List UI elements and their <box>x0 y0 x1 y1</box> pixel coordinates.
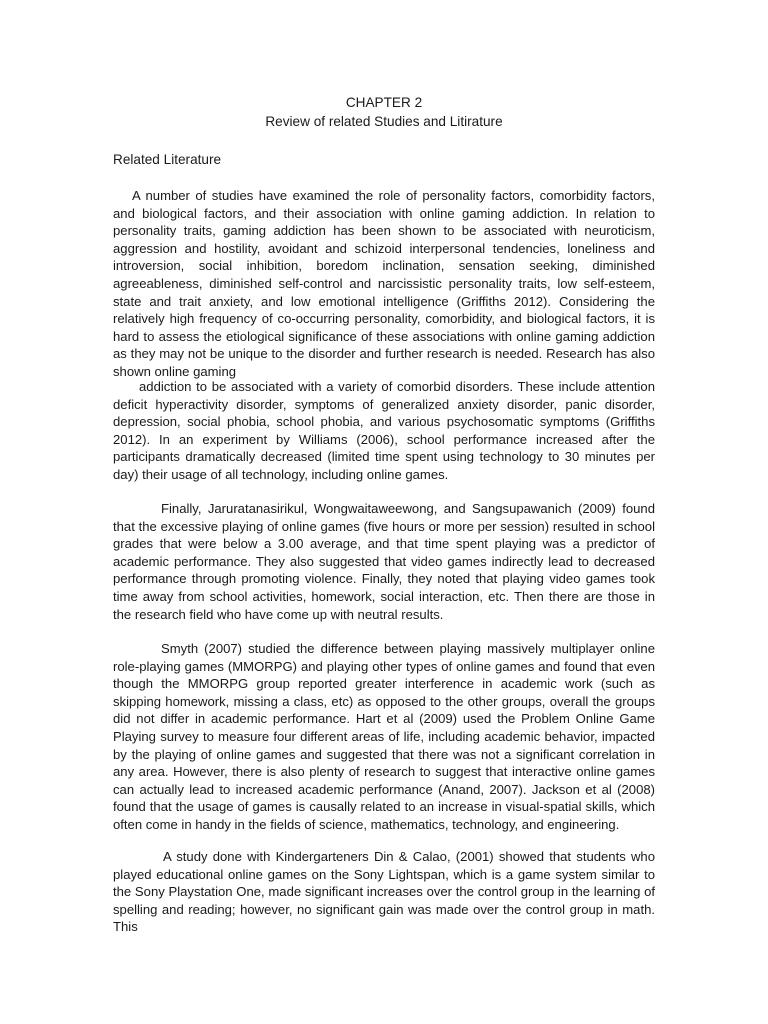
paragraph: addiction to be associated with a variety of comorbid disorders. These include attention deficit hyperactivity disorder, symptoms of generalized anxiety disorder, panic disorder, depression, social phobia, school phobia, and various psychosomatic symptoms (Griffiths 2012). In an experiment by Williams (2006), school performance increased after the participants dramatically decreased (limited time spent using technology to 30 minutes per day) their usage of all technology, including online games. <box>113 379 655 482</box>
paragraph: Finally, Jaruratanasirikul, Wongwaitaweewong, and Sangsupawanich (2009) found that the excessive playing of online games (five hours or more per session) resulted in school grades that were below a 3.00 average, and that time spent playing was a predictor of academic performance. They also suggested that video games indirectly lead to decreased performance through promoting violence. Finally, they noted that playing video games took time away from school activities, homework, social interaction, etc. Then there are those in the research field who have come up with neutral results. <box>113 501 655 622</box>
paragraph: A study done with Kindergarteners Din & Calao, (2001) showed that students who played educational online games on the Sony Lightspan, which is a game system similar to the Sony Playstation One, made significant increases over the control group in the learning of spelling and reading; however, no significant gain was made over the control group in math. This <box>113 849 655 935</box>
paragraph: A number of studies have examined the role of personality factors, comorbidity factors, and biological factors, and their association with online gaming addiction. In relation to personality traits, gaming addiction has been shown to be associated with neuroticism, aggression and hostility, avoidant and schizoid interpersonal tendencies, loneliness and introversion, social inhibition, boredom inclination, sensation seeking, diminished agreeableness, diminished self-control and narcissistic personality traits, low self-esteem, state and trait anxiety, and low emotional intelligence (Griffiths 2012). Considering the relatively high frequency of co-occurring personality, comorbidity, and biological factors, it is hard to assess the etiological significance of these associations with online gaming addiction as they may not be unique to the disorder and further research is needed. Research has also shown online gaming <box>113 188 655 379</box>
paragraph: Smyth (2007) studied the difference between playing massively multiplayer online role-playing games (MMORPG) and playing other types of online games and found that even though the MMORPG group reported greater interference in academic work (such as skipping homework, missing a class, etc) as opposed to the other groups, overall the groups did not differ in academic performance. Hart et al (2009) used the Problem Online Game Playing survey to measure four different areas of life, including academic behavior, impacted by the playing of online games and suggested that there was not a significant correlation in any area. However, there is also plenty of research to suggest that interactive online games can actually lead to increased academic performance (Anand, 2007). Jackson et al (2008) found that the usage of games is causally related to an increase in visual-spatial skills, which often come in handy in the fields of science, mathematics, technology, and engineering. <box>113 641 655 832</box>
section-heading: Related Literature <box>113 152 222 167</box>
chapter-title: Review of related Studies and Litirature <box>265 114 503 129</box>
chapter-label: CHAPTER 2 <box>345 95 423 110</box>
